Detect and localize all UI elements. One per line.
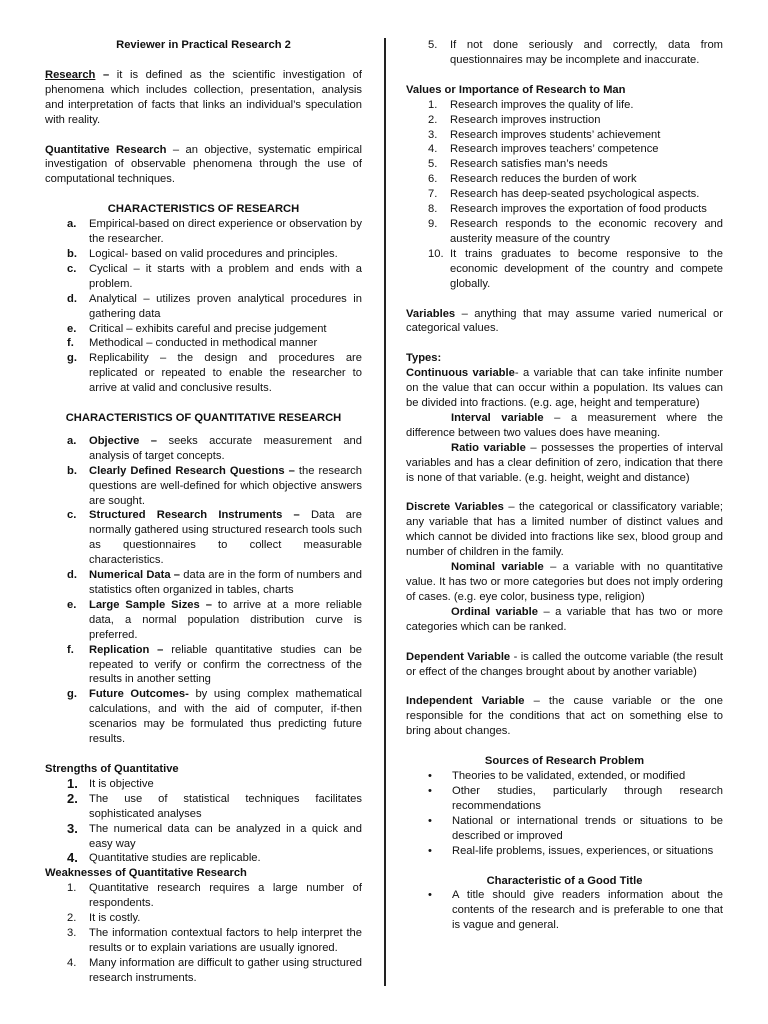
list-item-text: Quantitative research requires a large number of respondents. <box>89 882 362 910</box>
right-column <box>406 38 723 933</box>
list-marker: 1. <box>67 775 78 791</box>
list-item-text: The information contextual factors to help interpret the results or to explain variations are usually ignored. <box>89 926 362 954</box>
list-marker: 9. <box>428 217 438 230</box>
interval-variable: Interval variable – a measurement where the difference between two values does have meaning. <box>406 411 724 439</box>
discrete-variables: Discrete Variables – the categorical or classificatory variable; any variable that has a limited number of distinct values and which cannot be divided into fractions like sex, blood group and number of children in the family. <box>406 501 724 559</box>
list-item-rest: the research questions are well-defined for which objective answers are sought. <box>89 464 362 507</box>
research-definition <box>45 68 362 128</box>
list-marker: 2. <box>67 790 78 806</box>
list-marker: e. <box>67 322 77 335</box>
list-item-text: Other studies, particularly through research recommendations <box>452 784 723 812</box>
list-item <box>45 292 362 322</box>
discrete-term: Discrete Variables <box>406 501 504 514</box>
ratio-term: Ratio variable <box>451 441 526 454</box>
research-dash: – <box>95 68 110 81</box>
list-item <box>45 911 362 926</box>
research-term: Research <box>45 68 96 81</box>
list-item-key: Numerical Data – <box>89 569 181 582</box>
quantitative-characteristics-heading: CHARACTERISTICS OF QUANTITATIVE RESEARCH <box>65 412 342 425</box>
strengths-list <box>45 777 362 866</box>
list-item-text: Cyclical – it starts with a problem and ends with a problem. <box>89 262 362 290</box>
list-marker: 3. <box>428 128 438 141</box>
list-item <box>45 351 362 396</box>
list-item-text: A title should give readers information about the contents of the research and is preferable to one that is vague and general. <box>452 889 723 932</box>
characteristics-list <box>45 217 362 396</box>
list-marker: 4. <box>67 956 77 969</box>
list-item <box>45 336 362 351</box>
list-item-key: Replication – <box>89 643 164 656</box>
list-marker: 6. <box>428 173 438 186</box>
list-item-text: National or international trends or situations to be described or improved <box>452 814 723 842</box>
list-marker: g. <box>67 352 77 365</box>
list-item <box>45 568 362 598</box>
list-marker: 2. <box>428 113 438 126</box>
ratio-variable: Ratio variable – possesses the properties of interval variables and has a clear definition of zero, indication that there is none of that variable. (e.g. height, weight and distance) <box>406 441 723 484</box>
list-item <box>45 217 362 247</box>
list-item-text: Research reduces the burden of work <box>450 173 637 186</box>
list-item-rest: Data are normally gathered using structured research tools such as questionnaires to collect measurable characteristics. <box>89 509 362 567</box>
list-item-rest: to arrive at a more reliable data, a normal population distribution curve is preferred. <box>89 598 362 641</box>
quantitative-term: Quantitative Research <box>45 143 167 156</box>
list-item-text: Research satisfies man’s needs <box>450 158 608 171</box>
ordinal-variable: Ordinal variable – a variable that has two or more categories which can be ranked. <box>406 605 723 633</box>
list-item-text: Research improves teachers’ competence <box>450 143 659 156</box>
good-title-heading: Characteristic of a Good Title <box>486 874 643 887</box>
list-item <box>406 217 723 247</box>
list-item-text: Research improves instruction <box>450 113 601 126</box>
list-marker: c. <box>67 509 77 522</box>
list-item-text <box>89 434 362 464</box>
values-list <box>406 98 723 292</box>
list-item: 5. If not done seriously and correctly, data from questionnaires may be incomplete and inaccurate. <box>428 39 723 66</box>
left-column <box>45 38 362 986</box>
list-marker: 3. <box>67 820 78 836</box>
variables-definition: Variables – anything that may assume varied numerical or categorical values. <box>406 307 723 335</box>
quantitative-characteristics-list <box>45 434 362 747</box>
list-item <box>406 888 723 933</box>
values-heading: Values or Importance of Research to Man <box>406 83 626 96</box>
list-item-key: Objective – <box>89 434 158 447</box>
list-item <box>45 956 362 986</box>
list-item <box>406 784 723 814</box>
list-item-text: Empirical-based on direct experience or observation by the researcher. <box>89 218 362 246</box>
list-item-text <box>89 508 362 568</box>
sources-heading: Sources of Research Problem <box>484 755 645 768</box>
list-item-text <box>89 598 362 643</box>
list-marker: a. <box>67 434 77 447</box>
list-marker: b. <box>67 464 77 477</box>
list-marker: • <box>428 784 432 797</box>
list-item-text: Analytical – utilizes proven analytical procedures in gathering data <box>89 292 362 320</box>
list-item-text <box>89 568 362 598</box>
list-marker: a. <box>67 218 77 231</box>
quantitative-definition <box>45 143 362 188</box>
list-item-text: Real-life problems, issues, experiences, or situations <box>452 844 714 857</box>
independent-term: Independent Variable <box>406 695 525 708</box>
good-title-list <box>406 888 723 933</box>
dependent-variable: Dependent Variable - is called the outcome variable (the result or effect of the changes brought about by another variable) <box>406 650 723 678</box>
list-marker: 10. <box>428 247 444 260</box>
weaknesses-heading: Weaknesses of Quantitative Research <box>45 867 247 880</box>
interval-term: Interval variable <box>451 411 544 424</box>
list-marker: • <box>428 814 432 827</box>
list-marker: 8. <box>428 203 438 216</box>
list-marker: 3. <box>67 926 77 939</box>
list-item <box>406 769 723 784</box>
list-item <box>406 142 723 157</box>
list-item-text: Research improves students’ achievement <box>450 128 661 141</box>
strengths-heading: Strengths of Quantitative <box>45 762 179 775</box>
ordinal-term: Ordinal variable <box>451 605 538 618</box>
list-item <box>45 777 362 792</box>
characteristics-heading: CHARACTERISTICS OF RESEARCH <box>107 203 300 216</box>
dependent-term: Dependent Variable <box>406 650 511 663</box>
list-marker: 7. <box>428 188 438 201</box>
list-item <box>406 247 723 292</box>
column-divider <box>384 38 386 986</box>
list-item-key: Structured Research Instruments – <box>89 509 300 522</box>
list-item-text: Research responds to the economic recovery and austerity measure of the country <box>450 217 723 245</box>
variables-term: Variables <box>406 307 456 320</box>
list-marker: 4. <box>67 850 78 866</box>
list-marker: 5. <box>428 158 438 171</box>
list-item-rest: reliable quantitative studies can be repeated to verify or confirm the correctness of the results in another setting <box>89 643 362 686</box>
list-item <box>406 844 723 859</box>
types-heading: Types: <box>406 352 442 365</box>
list-marker: • <box>428 889 432 902</box>
nominal-variable: Nominal variable – a variable with no quantitative value. It has two or more categories but does not imply ordering of cases. (e.g. eye color, business type, religion) <box>406 561 723 603</box>
list-item-key: Large Sample Sizes – <box>89 598 212 611</box>
list-item-text <box>89 643 362 688</box>
list-item-text: Research improves the quality of life. <box>450 98 634 111</box>
list-item <box>45 464 362 509</box>
continuous-term: Continuous variable <box>406 367 515 380</box>
list-item <box>45 926 362 956</box>
list-item <box>406 157 723 172</box>
list-item-text: It trains graduates to become responsive to the economic development of the country and compete globally. <box>450 247 723 290</box>
list-item-text: Methodical – conducted in methodical manner <box>89 337 318 350</box>
list-item <box>406 113 723 128</box>
list-item-text: Quantitative studies are replicable. <box>89 852 261 865</box>
list-item-text: Many information are difficult to gather using structured research instruments. <box>89 956 362 984</box>
list-marker: e. <box>67 598 77 611</box>
weaknesses-list <box>45 881 362 985</box>
list-item <box>406 128 723 143</box>
list-marker: c. <box>67 262 77 275</box>
list-item-key: Clearly Defined Research Questions – <box>89 464 295 477</box>
list-marker: 1. <box>428 98 438 111</box>
list-item-rest: seeks accurate measurement and analysis of target concepts. <box>89 434 362 462</box>
quantitative-def-text: – an objective, systematic empirical investigation of observable phenomena through the use of computational techniques. <box>45 143 362 186</box>
list-marker: f. <box>67 643 74 656</box>
list-item-text: The use of statistical techniques facilitates sophisticated analyses <box>89 792 362 820</box>
list-marker: • <box>428 844 432 857</box>
list-item <box>45 434 362 464</box>
list-item-text: It is costly. <box>89 912 141 925</box>
list-marker: • <box>428 770 432 783</box>
list-item <box>406 187 723 202</box>
list-item <box>45 247 362 262</box>
list-item <box>45 262 362 292</box>
list-item <box>406 98 723 113</box>
list-item-text: Research has deep-seated psychological aspects. <box>450 188 700 201</box>
list-item <box>45 643 362 688</box>
list-marker: 1. <box>67 882 77 895</box>
list-marker: f. <box>67 337 74 350</box>
list-item-text: Theories to be validated, extended, or modified <box>452 770 686 783</box>
sources-list <box>406 769 723 858</box>
list-item <box>45 881 362 911</box>
list-item-rest: by using complex mathematical calculations, and with the aid of computer, if-then scenarios may be formulated thus predicting future results. <box>89 688 362 746</box>
weaknesses-continued-list <box>406 38 723 68</box>
list-marker: d. <box>67 292 77 305</box>
list-item <box>45 851 362 866</box>
research-def-text: it is defined as the scientific investigation of phenomena which includes collection, presentation, analysis and interpretation of facts that links an individual’s speculation with reality. <box>45 68 362 126</box>
list-item <box>45 508 362 568</box>
list-marker: g. <box>67 688 77 701</box>
independent-variable: Independent Variable – the cause variable or the one responsible for the conditions that act on something else to bring about changes. <box>406 695 723 738</box>
list-item <box>45 687 362 747</box>
list-item-text <box>89 687 362 747</box>
list-item-text: The numerical data can be analyzed in a quick and easy way <box>89 822 362 850</box>
list-marker: 2. <box>67 912 77 925</box>
list-item-text: Logical- based on valid procedures and principles. <box>89 247 338 260</box>
list-marker: 4. <box>428 143 438 156</box>
list-item <box>45 822 362 852</box>
list-item <box>45 322 362 337</box>
list-item-text: It is objective <box>89 777 154 790</box>
list-item-text <box>89 464 362 509</box>
list-item <box>406 172 723 187</box>
list-item-text: Replicability – the design and procedures are replicated or repeated to enable the researcher to arrive at valid and conclusive results. <box>89 352 362 395</box>
list-item-text: Critical – exhibits careful and precise judgement <box>89 322 327 335</box>
list-item-rest: data are in the form of numbers and statistics often organized in tables, charts <box>89 569 362 596</box>
list-item-text: Research improves the exportation of food products <box>450 203 707 216</box>
list-item <box>45 792 362 822</box>
list-item <box>406 814 723 844</box>
nominal-term: Nominal variable <box>451 561 544 574</box>
list-marker: b. <box>67 247 77 260</box>
list-item-key: Future Outcomes- <box>89 688 189 701</box>
list-item <box>45 598 362 643</box>
continuous-variable: Continuous variable- a variable that can take infinite number on the value that can occur within a population. Its values can be divided into fractions. (e.g. age, height and temperature) <box>406 367 724 410</box>
list-item <box>406 202 723 217</box>
list-marker: d. <box>67 569 77 582</box>
document-title: Reviewer in Practical Research 2 <box>116 39 291 51</box>
